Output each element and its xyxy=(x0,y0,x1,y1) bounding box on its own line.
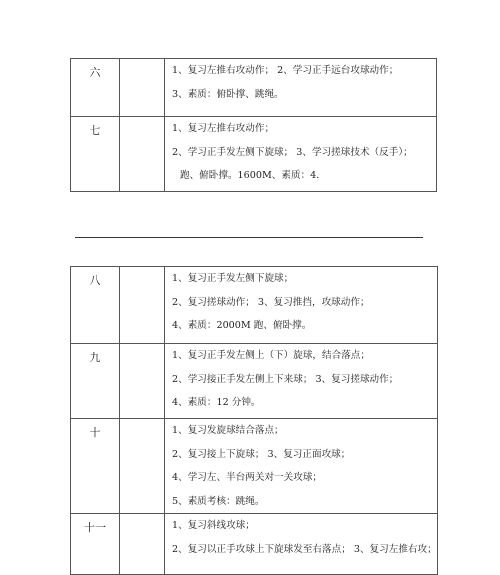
lesson-number: 十一 xyxy=(84,521,106,534)
content-line: 4、素质：12 分钟。 xyxy=(172,397,261,408)
empty-cell xyxy=(120,344,165,419)
content-line: 2、复习接上下旋球； 3、复习正面攻球； xyxy=(172,448,351,460)
lesson-number-cell xyxy=(71,59,120,117)
content-line: 跑、俯卧撑。1600M、素质：4． xyxy=(180,170,326,181)
lesson-content-cell xyxy=(165,419,438,514)
content-line: 1、复习左推右攻动作； 2、学习正手远台攻球动作； xyxy=(172,65,399,76)
lesson-number-cell xyxy=(71,344,120,419)
content-line: 2、复习搓球动作； 3、复习推挡，攻球动作； xyxy=(172,296,370,308)
content-line: 4、学习左、半台两关对一关攻球； xyxy=(172,472,323,483)
page-divider xyxy=(75,237,423,238)
lesson-content-cell xyxy=(165,59,437,117)
table-row xyxy=(71,267,438,344)
lesson-number: 九 xyxy=(89,351,101,364)
lesson-number: 七 xyxy=(89,124,101,137)
lesson-number-cell xyxy=(71,514,120,575)
lesson-number-cell xyxy=(71,117,120,192)
lesson-number-cell xyxy=(71,419,120,514)
content-line: 1、复习斜线攻球； xyxy=(172,520,255,531)
lesson-plan-table-bottom xyxy=(70,266,438,575)
content-line: 1、复习左推右攻动作； xyxy=(172,123,275,134)
content-line: 2、学习正手发左侧下旋球； 3、学习搓球技术（反手）； xyxy=(172,146,413,158)
lesson-content-cell xyxy=(165,267,438,344)
table-row xyxy=(71,514,438,575)
empty-cell xyxy=(120,59,165,117)
content-line: 5、素质考核：跳绳。 xyxy=(172,495,265,507)
table-row xyxy=(71,59,437,117)
table-row xyxy=(71,419,438,514)
empty-cell xyxy=(120,117,165,192)
content-line: 3、素质：俯卧撑、跳绳。 xyxy=(172,88,284,100)
table-row xyxy=(71,344,438,419)
lesson-number: 八 xyxy=(89,274,101,287)
content-line: 1、复习正手发左侧下旋球； xyxy=(172,273,294,284)
empty-cell xyxy=(120,267,165,344)
lesson-content-cell xyxy=(165,514,438,575)
lesson-content-cell xyxy=(165,117,437,192)
content-line: 2、复习以正手攻球上下旋球发至右落点； 3、复习左推右攻； xyxy=(172,543,437,555)
lesson-number: 六 xyxy=(89,66,101,79)
lesson-plan-table-top xyxy=(70,58,437,192)
lesson-number-cell xyxy=(71,267,120,344)
empty-cell xyxy=(120,514,165,575)
content-line: 4、素质：2000M 跑、俯卧撑。 xyxy=(172,320,312,331)
content-line: 2、学习接正手发左侧上下来球； 3、复习搓球动作； xyxy=(172,373,399,385)
content-line: 1、复习正手发左侧上（下）旋球，结合落点； xyxy=(172,350,370,361)
table-row xyxy=(71,117,437,192)
content-line: 1、复习发旋球结合落点； xyxy=(172,425,284,436)
lesson-content-cell xyxy=(165,344,438,419)
empty-cell xyxy=(120,419,165,514)
lesson-number: 十 xyxy=(89,426,101,439)
